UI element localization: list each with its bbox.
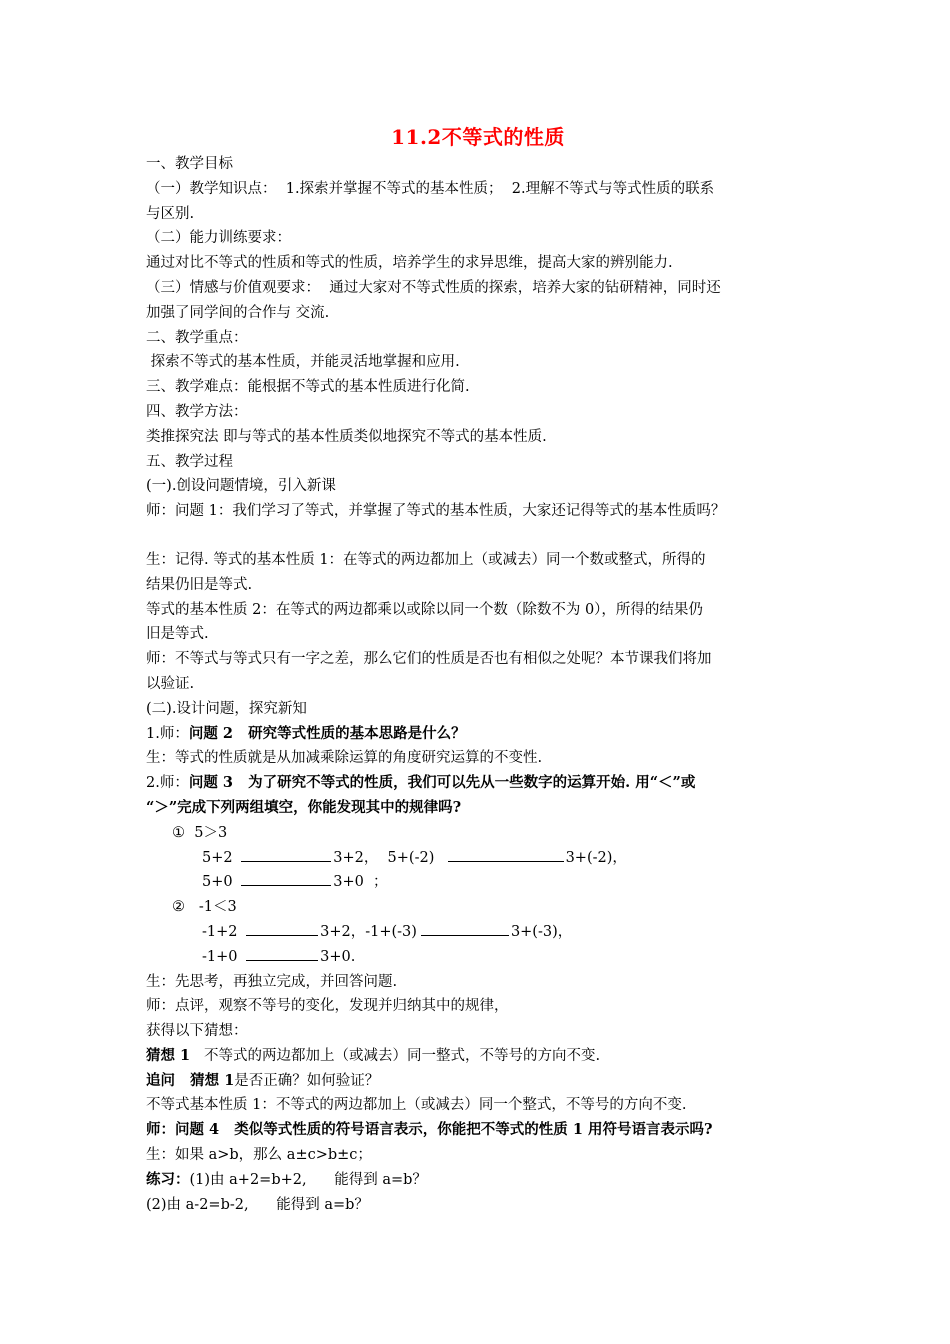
expression: -1+0 bbox=[202, 948, 243, 965]
section-heading: 五、教学过程 bbox=[146, 453, 233, 470]
text-span: 是否正确？如何验证？ bbox=[234, 1072, 380, 1089]
fill-blank-line bbox=[146, 945, 810, 970]
section-heading: 三、教学难点：能根据不等式的基本性质进行化简. bbox=[146, 379, 470, 396]
follow-up-label: 追问 猜想 1 bbox=[146, 1071, 235, 1089]
blank-line bbox=[146, 524, 810, 548]
follow-up-line bbox=[146, 1069, 810, 1094]
text-span: 2.师： bbox=[146, 775, 189, 792]
example-line: ② -1＜3 bbox=[172, 899, 237, 916]
text-line: 师：问题 1：我们学习了等式，并掌握了等式的基本性质，大家还记得等式的基本性质吗？ bbox=[146, 503, 726, 520]
text-line: （一）教学知识点： 1.探索并掌握不等式的基本性质； 2.理解不等式与等式性质的联系 bbox=[146, 180, 715, 197]
text-line: 结果仍旧是等式. bbox=[146, 576, 253, 593]
page-title: 11.2不等式的性质 bbox=[391, 125, 565, 149]
text-span: 1.师： bbox=[146, 725, 189, 742]
text-span: 不等式的两边都加上（或减去）同一整式，不等号的方向不变. bbox=[190, 1047, 601, 1064]
answer-blank[interactable] bbox=[241, 846, 331, 862]
conjecture-label: 猜想 1 bbox=[146, 1046, 191, 1064]
expression: 3+2， 5+(-2) bbox=[333, 849, 444, 866]
text-line: 等式的基本性质 2：在等式的两边都乘以或除以同一个数（除数不为 0），所得的结果仍 bbox=[146, 601, 703, 618]
expression: 5+2 bbox=[202, 849, 238, 866]
section-heading: 二、教学重点： bbox=[146, 329, 248, 346]
text-line: 生：如果 a>b，那么 a±c>b±c； bbox=[146, 1147, 372, 1164]
section-heading: 一、教学目标 bbox=[146, 156, 233, 172]
fill-blank-line bbox=[146, 870, 810, 895]
answer-blank[interactable] bbox=[421, 920, 509, 936]
exercise-line bbox=[146, 1168, 810, 1193]
question-text: 问题 2 研究等式性质的基本思路是什么？ bbox=[188, 724, 466, 742]
expression: 3+(-2)， bbox=[565, 849, 627, 866]
fill-blank-line bbox=[146, 920, 810, 945]
text-line: 以验证. bbox=[146, 675, 195, 692]
question-text: 问题 3 为了研究不等式的性质，我们可以先从一些数字的运算开始. 用“＜”或 bbox=[188, 774, 696, 792]
exercise-label: 练习： bbox=[146, 1170, 190, 1188]
expression: 5+0 bbox=[202, 874, 238, 891]
expression: 3+(-3)， bbox=[510, 923, 573, 940]
conjecture-line bbox=[146, 1044, 810, 1069]
text-line: 旧是等式. bbox=[146, 626, 209, 643]
answer-blank[interactable] bbox=[246, 920, 318, 936]
question-text: 师：问题 4 类似等式性质的符号语言表示，你能把不等式的性质 1 用符号语言表示吗? bbox=[146, 1121, 713, 1139]
text-line: (二).设计问题，探究新知 bbox=[146, 700, 307, 717]
text-line: 获得以下猜想： bbox=[146, 1023, 248, 1040]
question-text: “＞”完成下列两组填空，你能发现其中的规律吗? bbox=[146, 798, 462, 816]
text-line: 生：等式的性质就是从加减乘除运算的角度研究运算的不变性. bbox=[146, 750, 543, 767]
section-heading: 四、教学方法： bbox=[146, 403, 248, 420]
answer-blank[interactable] bbox=[448, 846, 564, 862]
text-line: 加强了同学间的合作与 交流. bbox=[146, 304, 330, 321]
text-span: (1)由 a+2=b+2, 能得到 a=b？ bbox=[189, 1171, 427, 1188]
property-line: 不等式基本性质 1：不等式的两边都加上（或减去）同一个整式，不等号的方向不变. bbox=[146, 1097, 687, 1114]
answer-blank[interactable] bbox=[246, 945, 318, 961]
expression: -1+2 bbox=[202, 923, 243, 940]
exercise-line: (2)由 a-2=b-2, 能得到 a=b？ bbox=[146, 1196, 369, 1213]
text-line: （三）情感与价值观要求： 通过大家对不等式性质的探索，培养大家的钻研精神，同时还 bbox=[146, 279, 721, 296]
text-line: 与区别. bbox=[146, 205, 195, 222]
document-page bbox=[146, 124, 810, 1217]
question-line bbox=[146, 771, 810, 796]
expression: 3+0 ； bbox=[333, 874, 388, 891]
text-line: 类推探究法 即与等式的基本性质类似地探究不等式的基本性质. bbox=[146, 428, 547, 445]
answer-blank[interactable] bbox=[241, 870, 331, 886]
expression: 3+2，-1+(-3) bbox=[320, 923, 417, 940]
text-line: （二）能力训练要求： bbox=[146, 230, 291, 247]
text-line: (一).创设问题情境，引入新课 bbox=[146, 478, 336, 495]
example-line: ① 5＞3 bbox=[172, 824, 228, 841]
fill-blank-line bbox=[146, 846, 810, 871]
text-line: 师：不等式与等式只有一字之差，那么它们的性质是否也有相似之处呢？本节课我们将加 bbox=[146, 651, 712, 668]
question-line bbox=[146, 722, 810, 747]
text-line: 生：记得. 等式的基本性质 1：在等式的两边都加上（或减去）同一个数或整式，所得的 bbox=[146, 551, 706, 568]
text-line: 生：先思考，再独立完成，并回答问题. bbox=[146, 973, 398, 990]
expression: 3+0. bbox=[320, 948, 356, 965]
text-line: 通过对比不等式的性质和等式的性质，培养学生的求异思维，提高大家的辨别能力. bbox=[146, 255, 673, 272]
text-line: 师：点评，观察不等号的变化，发现并归纳其中的规律， bbox=[146, 998, 509, 1015]
text-line: 探索不等式的基本性质，并能灵活地掌握和应用. bbox=[146, 354, 460, 371]
